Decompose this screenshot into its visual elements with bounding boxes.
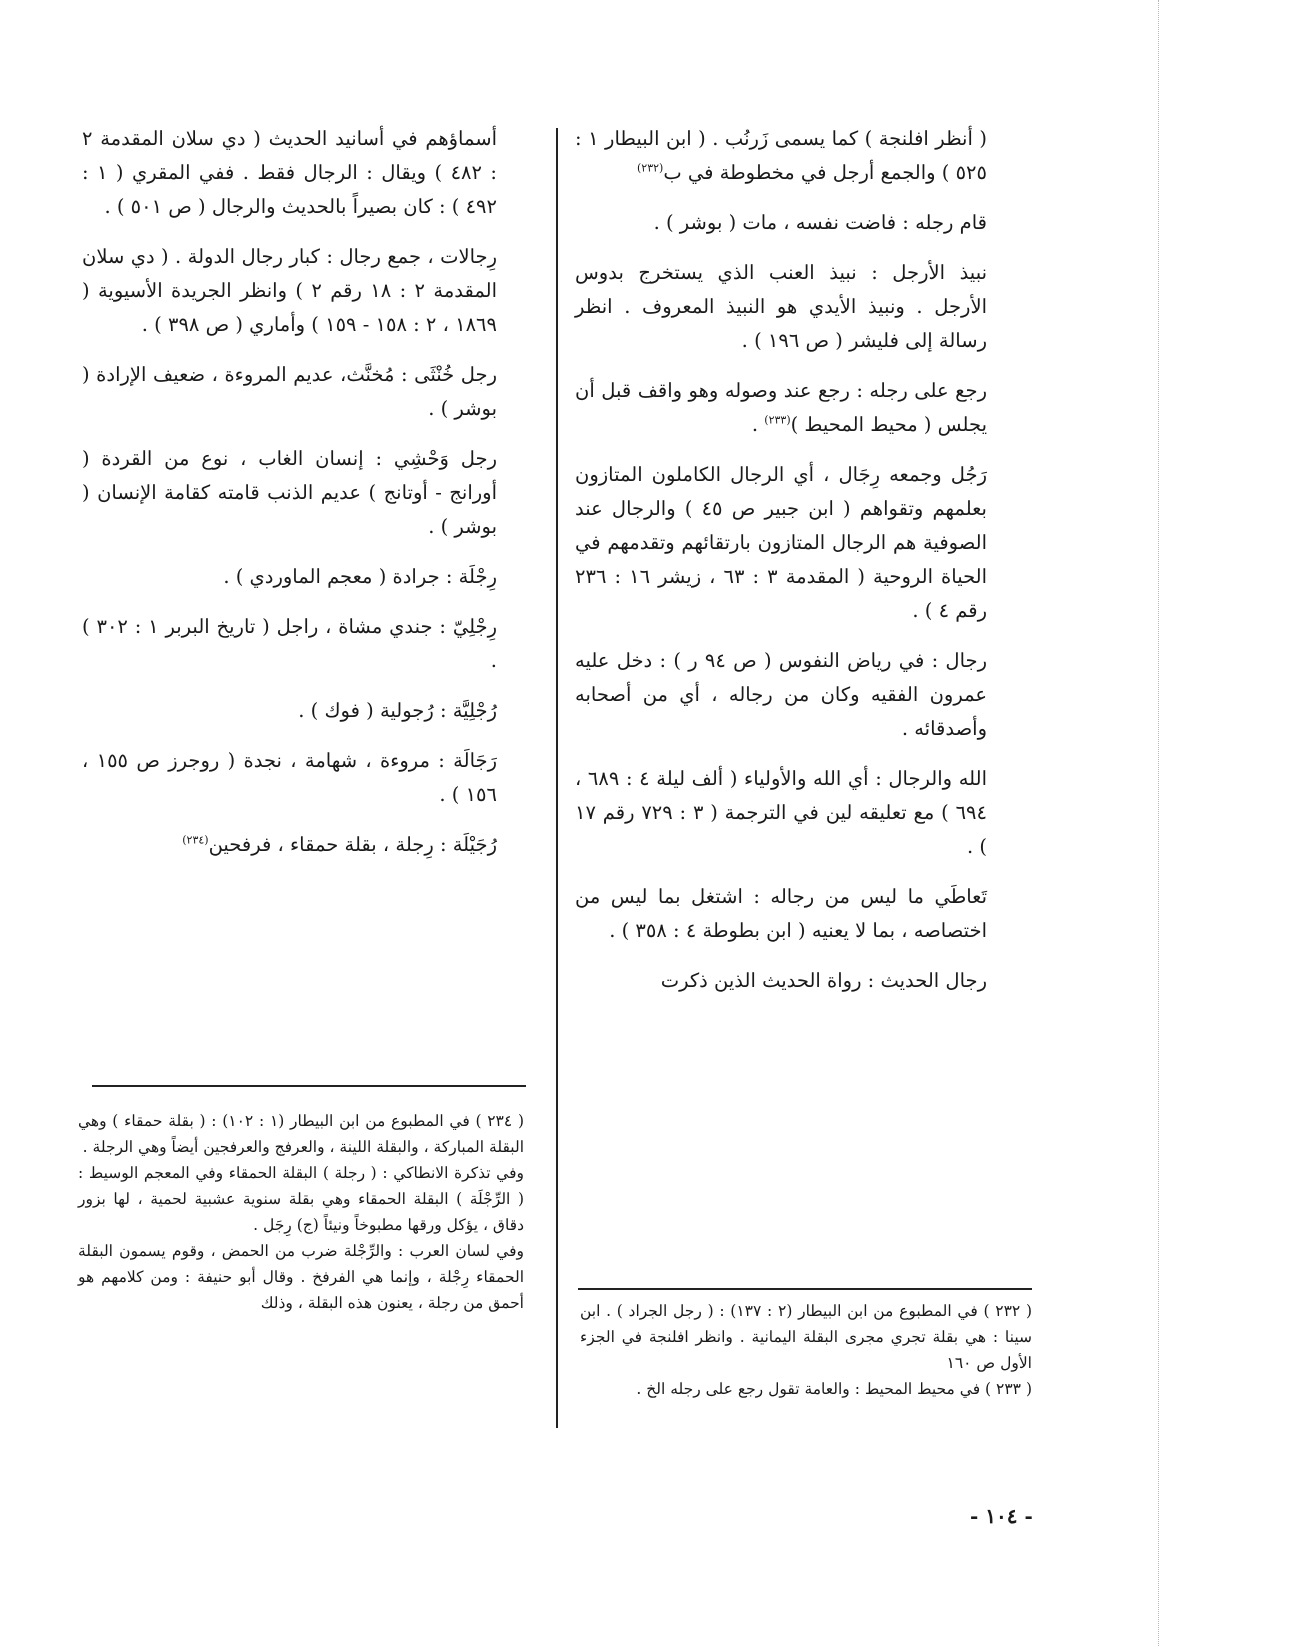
entry-rijli: رِجْلِيّ : جندي مشاة ، راجل ( تاريخ البربر ١ : ٣٠٢ ) . <box>82 615 497 672</box>
footnotes-right <box>580 1298 1032 1402</box>
footnote-ref-233: (٢٣٣) <box>764 413 791 427</box>
scan-edge-line <box>1158 0 1159 1646</box>
entry-rijalat: رِجالات ، جمع رجال : كبار رجال الدولة . ( دي سلان المقدمة ٢ : ١٨ رقم ٢ ) وانظر الجريدة الأسيوية ( ١٨٦٩ ، ٢ : ١٥٨ - ١٥٩ ) وأماري ( ص ٣٩٨ ) . <box>82 245 497 336</box>
column-divider <box>556 128 558 1428</box>
entry-rujayla: رُجَيْلَة : رِجلة ، بقلة حمقاء ، فرفحين$^{(٢٣٤)}$ <box>182 833 497 856</box>
footnote-rule-left <box>92 1085 526 1087</box>
entry-nabidh-al-arjul: نبيذ الأرجل : نبيذ العنب الذي يستخرج بدوس الأرجل . ونبيذ الأيدي هو النبيذ المعروف . انظر رسالة إلى فليشر ( ص ١٩٦ ) . <box>575 261 987 352</box>
entry-qam-rijluh: قام رجله : فاضت نفسه ، مات ( بوشر ) . <box>653 211 987 234</box>
entry-rijal-riyad: رجال : في رياض النفوس ( ص ٩٤ ر ) : دخل عليه عمرون الفقيه وكان من رجاله ، أي من أصحابه وأصدقائه . <box>575 649 987 740</box>
entry-rajul-wahshi: رجل وَحْشِي : إنسان الغاب ، نوع من القردة ( أورانج - أوتانج ) عديم الذنب قامته كقامة الإنسان ( بوشر ) . <box>82 447 497 538</box>
entry-taati: تَعاطَي ما ليس من رجاله : اشتغل بما ليس من اختصاصه ، بما لا يعنيه ( ابن بطوطة ٤ : ٣٥٨ ) . <box>575 885 987 942</box>
entry-zarnub: ( أنظر افلنجة ) كما يسمى زَرنُب . ( ابن البيطار ١ : ٥٢٥ ) والجمع أرجل في مخطوطة في ب$^{(٢٣٢)}$ <box>575 127 987 184</box>
right-column <box>575 122 987 1014</box>
entry-allah-wal-rijal: الله والرجال : أي الله والأولياء ( ألف ليلة ٤ : ٦٨٩ ، ٦٩٤ ) مع تعليقه لين في الترجمة ( ٣ : ٧٢٩ رقم ١٧ ) . <box>575 767 987 858</box>
left-column <box>82 122 497 878</box>
footnote-234-antaki: وفي تذكرة الانطاكي : ( رجلة ) البقلة الحمقاء وفي المعجم الوسيط : ( الرِّجْلَة ) البقلة الحمقاء وهي بقلة سنوية عشبية لحمية ، لها بزور دقاق ، يؤكل ورقها مطبوخاً ونيئاً (ج) رِجَل . <box>78 1164 524 1234</box>
entry-rijla: رِجْلَة : جرادة ( معجم الماوردي ) . <box>223 565 497 588</box>
footnote-ref-232: (٢٣٢) <box>636 161 664 175</box>
entry-rujliyya: رُجْلِيَّة : رُجولية ( فوك ) . <box>298 699 497 722</box>
entry-rajul-khuntha: رجل خُنْثَى : مُخنَّث، عديم المروءة ، ضعيف الإرادة ( بوشر ) . <box>82 363 497 420</box>
footnote-234-lisan: وفي لسان العرب : والرِّجْلة ضرب من الحمض ، وقوم يسمون البقلة الحمقاء رِجْلة ، وإنما هي الفرفخ . وقال أبو حنيفة : ومن كلامهم هو أحمق من رجلة ، يعنون هذه البقلة ، وذلك <box>78 1242 524 1312</box>
footnotes-left <box>78 1108 524 1316</box>
footnote-rule-right <box>578 1288 1032 1290</box>
footnote-234: ( ٢٣٤ ) في المطبوع من ابن البيطار (١ : ١٠٢) : ( بقلة حمقاء ) وهي البقلة المباركة ، والبقلة اللينة ، والعرفج والعرفجين أيضاً وهي الرجلة . <box>78 1112 524 1156</box>
footnote-233: ( ٢٣٣ ) في محيط المحيط : والعامة تقول رجع على رجله الخ . <box>636 1380 1032 1398</box>
entry-rajul-rijal: رَجُل وجمعه رِجَال ، أي الرجال الكاملون المتازون بعلمهم وتقواهم ( ابن جبير ص ٤٥ ) والرجال عند الصوفية هم الرجال المتازون بارتقائهم وتقدمهم في الحياة الروحية ( المقدمة ٣ : ٦٣ ، زيشر ١٦ : ٢٣٦ رقم ٤ ) . <box>575 463 988 622</box>
footnote-ref-234: (٢٣٤) <box>182 833 209 847</box>
page-number: - ١٠٤ - <box>970 1504 1033 1528</box>
entry-rajala: رَجَالَة : مروءة ، شهامة ، نجدة ( روجرز ص ١٥٥ ، ١٥٦ ) . <box>82 749 497 806</box>
entry-rajaa-ala-rijlih: رجع على رجله : رجع عند وصوله وهو واقف قبل أن يجلس ( محيط المحيط )$^{(٢٣٣)}$ . <box>575 379 987 436</box>
entry-asmauhum: أسماؤهم في أسانيد الحديث ( دي سلان المقدمة ٢ : ٤٨٢ ) ويقال : الرجال فقط . ففي المقري ( ١ : ٤٩٢ ) : كان بصيراً بالحديث والرجال ( ص ٥٠١ ) . <box>82 127 497 218</box>
entry-rijal-al-hadith: رجال الحديث : رواة الحديث الذين ذكرت <box>660 969 987 992</box>
footnote-232: ( ٢٣٢ ) في المطبوع من ابن البيطار (٢ : ١٣٧) : ( رجل الجراد ) . ابن سينا : هي بقلة تجري مجرى البقلة اليمانية . وانظر افلنجة في الجزء الأول ص ١٦٠ <box>580 1302 1032 1372</box>
